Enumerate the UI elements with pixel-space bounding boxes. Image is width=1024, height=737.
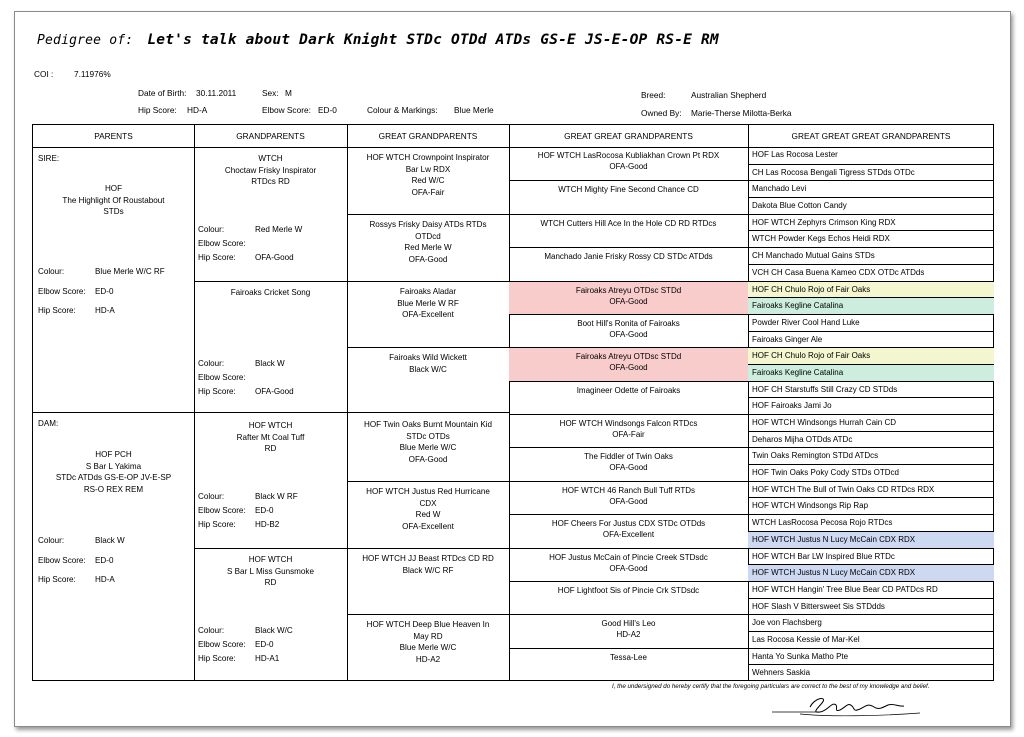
- great-grandparent-line: STDc OTDs: [406, 431, 450, 441]
- great-grandparent-line: Fairoaks Wild Wickett: [389, 353, 467, 362]
- grandparent-hip: OFA-Good: [255, 253, 294, 262]
- ggg-grandparent-cell: Dakota Blue Cotton Candy: [748, 197, 994, 214]
- sire-name: [33, 183, 194, 218]
- gg-grandparent-line: Imagineer Odette of Fairoaks: [576, 386, 681, 395]
- dam-elbow: ED-0: [95, 556, 114, 565]
- gg-grandparent-line: OFA-Good: [609, 297, 648, 306]
- ggg-grandparent-cell: Fairoaks Ginger Ale: [748, 331, 994, 348]
- grandparent-name: [194, 554, 347, 589]
- great-grandparent-name: [347, 152, 509, 198]
- dam-name: [33, 449, 194, 495]
- great-grandparent-line: HD-A2: [415, 654, 441, 664]
- hip-label: Hip Score:: [138, 105, 177, 115]
- dam-hip-label: Hip Score:: [38, 575, 76, 584]
- ggg-grandparent-cell: Joe von Flachsberg: [748, 614, 994, 631]
- ggg-grandparent-cell: HOF Fairoaks Jami Jo: [748, 397, 994, 414]
- dam-name-line: STDc ATDds GS-E-OP JV-E-SP: [55, 473, 172, 482]
- grandparent-colour: Black W RF: [255, 492, 298, 501]
- page-title: [37, 32, 719, 48]
- grandparent-name-line: RD: [264, 578, 277, 587]
- gg-grandparent-line: OFA-Good: [609, 463, 648, 472]
- gg-grandparent-line: HOF WTCH LasRocosa Kubliakhan Crown Pt RDX: [537, 151, 720, 160]
- great-grandparent-line: CDX: [419, 498, 437, 508]
- great-grandparent-line: Fairoaks Aladar: [399, 287, 457, 296]
- grandparent-elbow-label: Elbow Score:: [198, 640, 246, 649]
- great-grandparent-divider: [347, 481, 509, 482]
- grandparent-name-line: S Bar L Miss Gunsmoke: [227, 566, 314, 576]
- ggg-grandparent-cell: WTCH LasRocosa Pecosa Rojo RTDcs: [748, 514, 994, 531]
- ggg-grandparent-cell: HOF CH Chulo Rojo of Fair Oaks: [748, 347, 994, 364]
- great-grandparent-divider: [347, 281, 509, 282]
- gg-grandparent-line: HOF Lightfoot Sis of Pincie Crk STDsdc: [557, 586, 700, 595]
- column-divider: [347, 125, 348, 680]
- great-grandparent-line: Blue Merle W/C: [399, 643, 457, 652]
- elbow-label: Elbow Score:: [262, 105, 311, 115]
- great-grandparent-line: Blue Merle W/C: [399, 443, 457, 452]
- great-grandparent-name: [347, 419, 509, 465]
- great-grandparent-line: May RD: [413, 631, 443, 641]
- great-grandparent-line: OFA-Excellent: [402, 310, 454, 319]
- gg-grandparent-cell: [509, 548, 748, 582]
- coi-label: COI :: [34, 69, 54, 79]
- column-divider: [194, 125, 195, 680]
- grandparent-name: [194, 153, 347, 188]
- sire-elbow: ED-0: [95, 287, 114, 296]
- elbow-value: ED-0: [318, 105, 337, 115]
- gg-grandparent-line: HOF WTCH Windsongs Falcon RTDcs: [559, 419, 698, 428]
- gg-grandparent-line: OFA-Good: [609, 162, 648, 171]
- sire-hip-label: Hip Score:: [38, 306, 76, 315]
- grandparent-name-line: WTCH: [258, 154, 283, 163]
- sire-dam-divider: [33, 412, 509, 413]
- breed-label: Breed:: [641, 90, 666, 100]
- dam-colour-label: Colour:: [38, 536, 65, 545]
- great-grandparent-divider: [347, 548, 509, 549]
- sire-hip: HD-A: [95, 306, 115, 315]
- gg-grandparent-cell: [509, 347, 748, 381]
- dam-name-line: RS-O REX REM: [83, 484, 144, 494]
- gg-grandparent-line: Boot Hill's Ronita of Fairoaks: [577, 319, 680, 328]
- colour-markings-value: Blue Merle: [454, 105, 494, 115]
- hip-value: HD-A: [187, 105, 208, 115]
- ggg-grandparent-cell: HOF WTCH Justus N Lucy McCain CDX RDX: [748, 564, 994, 581]
- great-grandparent-divider: [347, 614, 509, 615]
- gg-grandparent-cell: [509, 147, 748, 181]
- grandparent-name-line: RTDcs RD: [251, 177, 290, 186]
- gg-grandparent-cell: [509, 514, 748, 548]
- ggg-grandparent-cell: HOF WTCH Bar LW Inspired Blue RTDc: [748, 548, 994, 565]
- grandparent-hip: OFA-Good: [255, 387, 294, 396]
- gg-grandparent-cell: [509, 314, 748, 348]
- ggg-grandparent-cell: CH Las Rocosa Bengali Tigress STDds OTDc: [748, 164, 994, 181]
- gg-grandparent-cell: [509, 247, 748, 281]
- gg-grandparent-cell: [509, 214, 748, 248]
- ggg-grandparent-cell: HOF Twin Oaks Poky Cody STDs OTDcd: [748, 464, 994, 481]
- great-grandparent-line: OFA-Good: [408, 254, 448, 264]
- owner-value: Marie-Therse Milotta-Berka: [691, 108, 792, 118]
- grandparent-colour: Red Merle W: [255, 225, 303, 234]
- gg-grandparent-line: Good Hill's Leo: [601, 619, 656, 628]
- grandparent-hip-label: Hip Score:: [198, 387, 236, 396]
- ggg-grandparent-cell: Powder River Cool Hand Luke: [748, 314, 994, 331]
- dam-colour: Black W: [95, 536, 125, 545]
- sire-elbow-label: Elbow Score:: [38, 287, 86, 296]
- gg-grandparent-cell: [509, 481, 748, 515]
- great-grandparent-name: [347, 486, 509, 532]
- great-grandparent-line: HOF WTCH Deep Blue Heaven In: [366, 620, 490, 629]
- sire-name-line: HOF: [104, 184, 123, 193]
- gg-grandparent-cell: [509, 614, 748, 648]
- gg-grandparent-cell: [509, 281, 748, 315]
- gg-grandparent-cell: [509, 581, 748, 615]
- great-grandparent-name: [347, 619, 509, 665]
- gg-grandparent-line: HD-A2: [616, 630, 641, 639]
- great-grandparent-divider: [347, 347, 509, 348]
- gg-grandparent-line: HOF Cheers For Justus CDX STDc OTDds: [551, 519, 706, 528]
- ggg-grandparent-cell: CH Manchado Mutual Gains STDs: [748, 247, 994, 264]
- gg-grandparent-cell: [509, 414, 748, 448]
- ggg-grandparent-cell: Deharos Mijha OTDds ATDc: [748, 431, 994, 448]
- grandparent-elbow-label: Elbow Score:: [198, 239, 246, 248]
- grandparent-colour-label: Colour:: [198, 626, 225, 635]
- ggg-grandparent-cell: Fairoaks Kegline Catalina: [748, 297, 994, 314]
- grandparent-colour: Black W/C: [255, 626, 293, 635]
- ggg-grandparent-cell: HOF Slash V Bittersweet Sis STDdds: [748, 598, 994, 615]
- grandparent-elbow-label: Elbow Score:: [198, 373, 246, 382]
- gg-grandparent-line: OFA-Good: [609, 330, 648, 339]
- gg-grandparent-line: WTCH Cutters Hill Ace In the Hole CD RD RTDcs: [540, 219, 717, 228]
- sire-name-line: STDs: [103, 207, 124, 216]
- ggg-grandparent-cell: HOF Las Rocosa Lester: [752, 150, 838, 159]
- dob-value: 30.11.2011: [196, 88, 237, 98]
- grandparent-name-line: Fairoaks Cricket Song: [230, 288, 311, 297]
- coi-value: 7.11976%: [74, 69, 111, 79]
- grandparent-name: [194, 287, 347, 299]
- ggg-grandparent-cell: Wehners Saskia: [748, 664, 994, 681]
- great-grandparent-line: Black W/C: [409, 364, 447, 374]
- gg-grandparent-line: OFA-Fair: [612, 430, 645, 439]
- ggg-grandparent-cell: HOF WTCH Zephyrs Crimson King RDX: [748, 214, 994, 231]
- header-grandparents: GRANDPARENTS: [236, 131, 305, 141]
- grandparent-name: [194, 420, 347, 455]
- ggg-grandparent-cell: HOF WTCH Windsongs Hurrah Cain CD: [748, 414, 994, 431]
- great-grandparent-name: [347, 553, 509, 576]
- pedigree-table: [32, 124, 994, 681]
- great-grandparent-line: HOF Twin Oaks Burnt Mountain Kid: [363, 420, 493, 429]
- ggg-grandparent-cell: HOF WTCH Justus N Lucy McCain CDX RDX: [748, 531, 994, 548]
- great-grandparent-line: Red Merle W: [404, 243, 452, 252]
- grandparent-elbow-label: Elbow Score:: [198, 506, 246, 515]
- grandparent-hip-label: Hip Score:: [198, 253, 236, 262]
- ggg-grandparent-cell: HOF CH Chulo Rojo of Fair Oaks: [748, 281, 994, 298]
- dog-name: Let's talk about Dark Knight STDc OTDd ATDs GS-E JS-E-OP RS-E RM: [147, 32, 719, 48]
- sex-value: M: [285, 88, 292, 98]
- gg-grandparent-line: HOF WTCH 46 Ranch Bull Tuff RTDs: [561, 486, 696, 495]
- sire-colour: Blue Merle W/C RF: [95, 267, 165, 276]
- gg-grandparent-line: Fairoaks Atreyu OTDsc STDd: [575, 286, 682, 295]
- gg-grandparent-cell: [509, 447, 748, 481]
- dob-label: Date of Birth:: [138, 88, 187, 98]
- gg-grandparent-line: OFA-Excellent: [602, 530, 655, 539]
- great-grandparent-line: HOF WTCH Justus Red Hurricane: [366, 487, 490, 496]
- great-grandparent-line: Red W/C: [411, 176, 445, 185]
- ggg-grandparent-cell: Hanta Yo Sunka Matho Pte: [748, 648, 994, 665]
- great-grandparent-line: Rossys Frisky Daisy ATDs RTDs: [369, 220, 487, 229]
- great-grandparent-line: Black W/C RF: [402, 565, 454, 575]
- gg-grandparent-cell: [509, 648, 748, 682]
- header-great-grandparents: GREAT GRANDPARENTS: [378, 131, 478, 141]
- great-grandparent-divider: [347, 214, 509, 215]
- title-prefix: Pedigree of:: [37, 33, 134, 48]
- grandparent-hip-label: Hip Score:: [198, 654, 236, 663]
- certification-text: I, the undersigned do hereby certify that the foregoing particulars are correct to the best of my knowledge and belief.: [612, 683, 930, 690]
- dam-role-label: DAM:: [38, 419, 59, 428]
- grandparent-name-line: RD: [264, 444, 277, 453]
- great-grandparent-name: [347, 286, 509, 321]
- grandparent-elbow: ED-0: [255, 640, 274, 649]
- great-grandparent-line: OTDcd: [415, 231, 441, 241]
- ggg-grandparent-cell: VCH CH Casa Buena Kameo CDX OTDc ATDds: [748, 264, 994, 281]
- grandparent-name-line: Rafter Mt Coal Tuff: [236, 432, 305, 442]
- grandparent-colour-label: Colour:: [198, 492, 225, 501]
- sire-colour-label: Colour:: [38, 267, 65, 276]
- grandparent-hip: HD-A1: [255, 654, 280, 663]
- great-grandparent-name: [347, 219, 509, 265]
- grandparent-hip: HD-B2: [255, 520, 280, 529]
- grandparent-elbow: ED-0: [255, 506, 274, 515]
- great-grandparent-line: Bar Lw RDX: [405, 164, 451, 174]
- great-grandparent-line: OFA-Good: [408, 454, 448, 464]
- header-ggg-grandparents: GREAT GREAT GREAT GRANDPARENTS: [791, 131, 951, 141]
- gg-grandparent-line: HOF Justus McCain of Pincie Creek STDsdc: [549, 553, 708, 562]
- great-grandparent-line: Blue Merle W RF: [397, 298, 459, 308]
- grandparent-hip-label: Hip Score:: [198, 520, 236, 529]
- gg-grandparent-cell: [509, 381, 748, 415]
- ggg-grandparent-cell: Las Rocosa Kessie of Mar-Kel: [748, 631, 994, 648]
- grandparent-colour: Black W: [255, 359, 285, 368]
- great-grandparent-line: OFA-Excellent: [402, 521, 454, 531]
- grandparent-colour-label: Colour:: [198, 359, 225, 368]
- ggg-grandparent-cell: HOF WTCH Windsongs Rip Rap: [748, 497, 994, 514]
- header-parents: PARENTS: [94, 131, 133, 141]
- owner-label: Owned By:: [641, 108, 682, 118]
- great-grandparent-line: HOF WTCH JJ Beast RTDcs CD RD: [362, 554, 494, 563]
- dam-name-line: S Bar L Yakima: [85, 461, 142, 471]
- sex-label: Sex:: [262, 88, 279, 98]
- signature: [770, 693, 940, 724]
- gg-grandparent-line: Tessa-Lee: [610, 653, 647, 662]
- ggg-grandparent-cell: HOF CH Starstuffs Still Crazy CD STDds: [748, 381, 994, 398]
- sire-name-line: The Highlight Of Roustabout: [62, 195, 165, 205]
- sire-role-label: SIRE:: [38, 154, 60, 163]
- great-grandparent-name: [347, 352, 509, 375]
- grandparent-name-line: HOF WTCH: [248, 555, 293, 564]
- header-gg-grandparents: GREAT GREAT GRANDPARENTS: [564, 131, 693, 141]
- gg-grandparent-cell: [509, 180, 748, 214]
- dam-hip: HD-A: [95, 575, 115, 584]
- great-grandparent-line: HOF WTCH Crownpoint Inspirator: [366, 153, 490, 162]
- ggg-grandparent-cell: WTCH Powder Kegs Echos Heidi RDX: [748, 230, 994, 247]
- gg-grandparent-line: The Fiddler of Twin Oaks: [584, 452, 673, 461]
- gg-grandparent-line: OFA-Good: [609, 497, 648, 506]
- ggg-grandparent-cell: Twin Oaks Remington STDd ATDcs: [748, 447, 994, 464]
- gg-grandparent-line: OFA-Good: [609, 564, 648, 573]
- great-grandparent-line: Red W: [415, 510, 441, 519]
- gg-grandparent-line: WTCH Mighty Fine Second Chance CD: [558, 185, 699, 194]
- colour-markings-label: Colour & Markings:: [367, 105, 438, 115]
- grandparent-name-line: Choctaw Frisky Inspirator: [224, 165, 317, 175]
- gg-grandparent-line: OFA-Good: [609, 363, 648, 372]
- grandparent-name-line: HOF WTCH: [248, 421, 293, 430]
- ggg-grandparent-cell: HOF WTCH Hangin' Tree Blue Bear CD PATDcs RD: [748, 581, 994, 598]
- great-grandparent-line: OFA-Fair: [411, 187, 445, 197]
- dam-name-line: HOF PCH: [95, 450, 132, 459]
- dam-elbow-label: Elbow Score:: [38, 556, 86, 565]
- gg-grandparent-line: Manchado Janie Frisky Rossy CD STDc ATDds: [544, 252, 713, 261]
- gg-grandparent-line: Fairoaks Atreyu OTDsc STDd: [575, 352, 682, 361]
- breed-value: Australian Shepherd: [691, 90, 767, 100]
- ggg-grandparent-cell: Manchado Levi: [748, 180, 994, 197]
- grandparent-colour-label: Colour:: [198, 225, 225, 234]
- ggg-grandparent-cell: HOF WTCH The Bull of Twin Oaks CD RTDcs RDX: [748, 481, 994, 498]
- ggg-grandparent-cell: Fairoaks Kegline Catalina: [748, 364, 994, 381]
